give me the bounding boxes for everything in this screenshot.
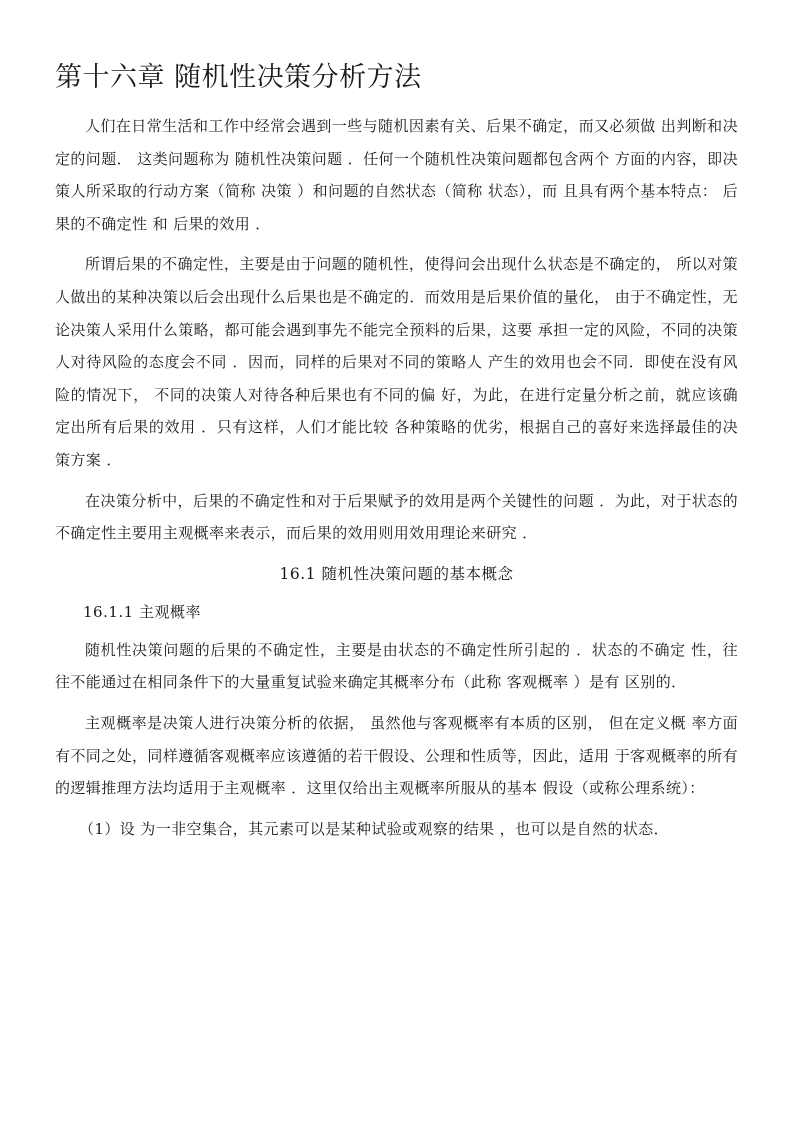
subsection-title: 16.1.1 主观概率 — [83, 602, 201, 621]
paragraph-uncertainty: 所谓后果的不确定性，主要是由于问题的随机性，使得问会出现什么状态是不确定的， 所以对策人做出的某种决策以后会出现什么后果也是不确定的．而效用是后果价值的量化， 由于不确定性，无论决策人采用什么策略，都可能会遇到事先不能完全预料的后果，这要 承担一定的风险，不同的决策人对待风险的态度会不同 ．因而，同样的后果对不同的策略人 产生的效用也会不同．即使在没有风险的情况下， 不同的决策人对待各种后果也有不同的偏 好，为此，在进行定量分析之前，就应该确定出所有后果的效用 ．只有这样，人们才能比较 各种策略的优劣，根据自己的喜好来选择最佳的决策方案 ． — [55, 255, 738, 469]
paragraph-state-uncertainty: 随机性决策问题的后果的不确定性，主要是由状态的不确定性所引起的 ．状态的不确定 性，往往不能通过在相同条件下的大量重复试验来确定其概率分布（此称 客观概率 ）是有 区别的． — [55, 640, 738, 692]
paragraph-intro: 人们在日常生活和工作中经常会遇到一些与随机因素有关、后果不确定，而又必须做 出判断和决定的问题． 这类问题称为 随机性决策问题 ．任何一个随机性决策问题都包含两个 方面的内容，即决策人所采取的行动方案（简称 决策 ）和问题的自然状态（简称 状态），而 且具有两个基本特点： 后果的不确定性 和 后果的效用 ． — [55, 117, 738, 233]
chapter-title: 第十六章 随机性决策分析方法 — [55, 62, 422, 93]
paragraph-subjective-probability: 主观概率是决策人进行决策分析的依据， 虽然他与客观概率有本质的区别， 但在定义概 率方面有不同之处，同样遵循客观概率应该遵循的若干假设、公理和性质等，因此，适用 于客观概率的所有的逻辑推理方法均适用于主观概率 ．这里仅给出主观概率所服从的基本 假设（或称公理系统）： — [55, 713, 738, 798]
axiom-item-1: （1）设 为一非空集合，其元素可以是某种试验或观察的结果 ，也可以是自然的状态． — [79, 819, 670, 838]
section-title: 16.1 随机性决策问题的基本概念 — [279, 564, 514, 583]
paragraph-key-issues: 在决策分析中，后果的不确定性和对于后果赋予的效用是两个关键性的问题 ．为此，对于状态的不确定性主要用主观概率来表示，而后果的效用则用效用理论来研究 ． — [55, 491, 738, 543]
